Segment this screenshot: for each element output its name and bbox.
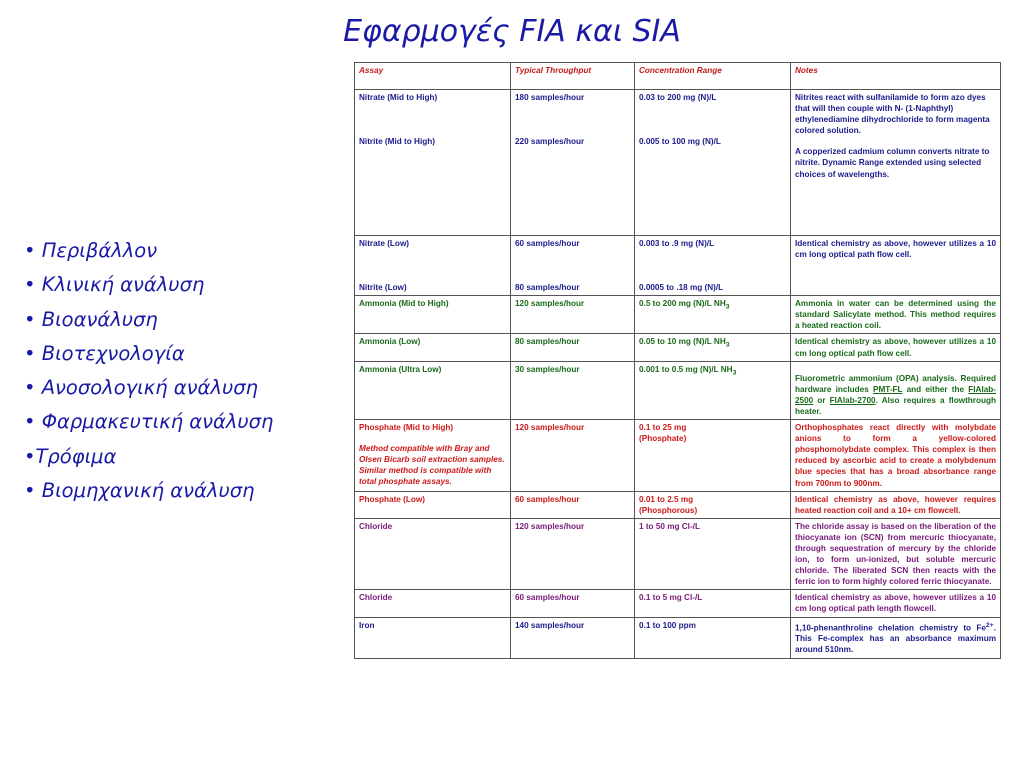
concentration-value: 0.01 to 2.5 mg — [639, 494, 694, 504]
concentration-value: 0.03 to 200 mg (N)/L — [639, 93, 717, 102]
concentration-value: 0.001 to 0.5 mg (N)/L NH — [639, 364, 733, 374]
throughput-cell: 120 samples/hour — [511, 518, 635, 590]
table-row — [355, 617, 1001, 658]
table-row — [355, 334, 1001, 361]
notes-text: Fluorometric ammonium (OPA) analysis. Required hardware includes — [795, 373, 996, 394]
column-header-throughput: Typical Throughput — [511, 63, 635, 90]
assay-nitrite-mid-high: Nitrite (Mid to High) — [359, 137, 435, 147]
method-note: Method compatible with Bray and Olsen Bicarb soil extraction samples. Similar method is compatible with total phosphate assays. — [359, 444, 505, 487]
throughput-value: 220 samples/hour — [515, 137, 585, 147]
notes-cell: Identical chemistry as above, however utilizes a 10 cm long optical path length flowcell. — [791, 590, 1001, 617]
notes-cell: Orthophosphates react directly with molybdate anions to form a yellow-colored phosphomolybdate complex. This complex is then reduced by ascorbic acid to create a molybdenum blue species that has a broad absorbance range from 700nm to 900nm. — [791, 420, 1001, 492]
column-header-assay: Assay — [355, 63, 511, 90]
list-item: • Βιοτεχνολογία — [24, 341, 185, 365]
assay-cell: Phosphate (Low) — [355, 491, 511, 518]
throughput-cell: 120 samples/hour — [511, 420, 635, 492]
concentration-value: 0.0005 to .18 mg (N)/L — [639, 283, 724, 293]
assay-phosphate-mid-high: Phosphate (Mid to High) — [359, 423, 454, 433]
list-item: • Βιομηχανική ανάλυση — [24, 479, 255, 503]
throughput-value: 60 samples/hour — [515, 239, 580, 248]
concentration-unit: (Phosphorous) — [639, 505, 698, 515]
throughput-cell: 80 samples/hour — [511, 334, 635, 361]
throughput-value: 80 samples/hour — [515, 283, 580, 293]
assay-cell: Ammonia (Low) — [355, 334, 511, 361]
notes-text: Nitrites react with sulfanilamide to form azo dyes that will then couple with N- (1-Naphthyl) ethylenediamine dihydrochloride to form magenta colored solution. — [795, 93, 990, 136]
concentration-cell — [635, 361, 791, 419]
list-item: • Κλινική ανάλυση — [24, 273, 205, 297]
table-row — [355, 296, 1001, 334]
concentration-cell — [635, 236, 791, 296]
assay-cell: Ammonia (Ultra Low) — [355, 361, 511, 419]
notes-text: 1,10-phenanthroline chelation chemistry to Fe — [795, 623, 986, 633]
assay-cell — [355, 236, 511, 296]
notes-text: . Also requires a flowthrough heater. — [795, 395, 996, 416]
notes-cell — [791, 617, 1001, 658]
notes-cell: Identical chemistry as above, however requires heated reaction coil and a 10+ cm flowcell. — [791, 491, 1001, 518]
assay-cell — [355, 90, 511, 236]
assay-cell: Chloride — [355, 590, 511, 617]
notes-text: . This Fe-complex has an absorbance maximum around 510nm. — [795, 623, 996, 655]
table-row — [355, 590, 1001, 617]
notes-cell: Identical chemistry as above, however utilizes a 10 cm long optical path flow cell. — [791, 334, 1001, 361]
throughput-cell — [511, 236, 635, 296]
concentration-unit: (Phosphate) — [639, 434, 687, 444]
list-item: •Τρόφιμα — [24, 444, 117, 468]
notes-cell: Identical chemistry as above, however utilizes a 10 cm long optical path flow cell. — [791, 236, 1001, 296]
concentration-value: 0.1 to 25 mg — [639, 423, 687, 433]
assay-nitrite-low: Nitrite (Low) — [359, 283, 407, 293]
assay-cell: Iron — [355, 617, 511, 658]
concentration-value: 0.005 to 100 mg (N)/L — [639, 137, 721, 147]
assay-nitrate-low: Nitrate (Low) — [359, 239, 410, 248]
concentration-cell — [635, 491, 791, 518]
table-row — [355, 420, 1001, 492]
concentration-value: 0.5 to 200 mg (N)/L NH — [639, 299, 726, 309]
assay-cell: Ammonia (Mid to High) — [355, 296, 511, 334]
list-item: • Περιβάλλον — [24, 239, 158, 262]
superscript: 2+ — [985, 621, 994, 629]
notes-cell: The chloride assay is based on the liberation of the thiocyanate ion (SCN) from mercuric thiocyanate, through sequestration of mercury by the chloride ion, to form un-ionized, but soluble mercuric chloride. The liberated SCN then reacts with the ferric ion to form highly colored ferric thiocyanate. — [791, 518, 1001, 590]
table-row — [355, 236, 1001, 296]
table-row — [355, 90, 1001, 236]
assay-table — [354, 62, 1001, 659]
assay-cell — [355, 420, 511, 492]
concentration-cell — [635, 296, 791, 334]
list-item: • Φαρμακευτική ανάλυση — [24, 410, 274, 434]
table-row — [355, 361, 1001, 419]
list-item: • Βιοανάλυση — [24, 307, 158, 331]
subscript: 3 — [732, 369, 737, 377]
column-header-notes: Notes — [791, 63, 1001, 90]
throughput-value: 180 samples/hour — [515, 93, 585, 102]
assay-nitrate-mid-high: Nitrate (Mid to High) — [359, 93, 438, 102]
throughput-cell: 120 samples/hour — [511, 296, 635, 334]
notes-cell — [791, 361, 1001, 419]
notes-text: or — [817, 395, 826, 405]
throughput-cell: 60 samples/hour — [511, 491, 635, 518]
notes-cell — [791, 90, 1001, 236]
assay-cell: Chloride — [355, 518, 511, 590]
concentration-cell — [635, 334, 791, 361]
pmt-fl-link[interactable]: PMT-FL — [872, 384, 903, 394]
table-header-row — [355, 63, 1001, 90]
throughput-cell — [511, 90, 635, 236]
concentration-cell: 1 to 50 mg Cl-/L — [635, 518, 791, 590]
concentration-cell — [635, 90, 791, 236]
concentration-cell: 0.1 to 5 mg Cl-/L — [635, 590, 791, 617]
concentration-value: 0.003 to .9 mg (N)/L — [639, 239, 715, 248]
fialab-2500-link[interactable]: FIAlab-2500 — [795, 384, 997, 405]
fialab-2700-link[interactable]: FIAlab-2700 — [829, 395, 876, 405]
throughput-cell: 140 samples/hour — [511, 617, 635, 658]
column-header-concentration: Concentration Range — [635, 63, 791, 90]
page-title: Εφαρμογές FIA και SIA — [343, 14, 681, 49]
throughput-cell: 60 samples/hour — [511, 590, 635, 617]
list-item: • Ανοσολογική ανάλυση — [24, 376, 258, 400]
notes-text: and either the — [906, 384, 965, 394]
application-list — [24, 234, 273, 508]
notes-text: A copperized cadmium column converts nitrate to nitrite. Dynamic Range extended using selected choices of wavelengths. — [795, 147, 990, 179]
table-row — [355, 491, 1001, 518]
notes-cell: Ammonia in water can be determined using the standard Salicylate method. This method requires a heated reaction coil. — [791, 296, 1001, 334]
concentration-cell — [635, 420, 791, 492]
concentration-cell: 0.1 to 100 ppm — [635, 617, 791, 658]
concentration-value: 0.05 to 10 mg (N)/L NH — [639, 337, 726, 347]
subscript: 3 — [725, 342, 730, 350]
throughput-cell: 30 samples/hour — [511, 361, 635, 419]
subscript: 3 — [725, 303, 730, 311]
table-row — [355, 518, 1001, 590]
